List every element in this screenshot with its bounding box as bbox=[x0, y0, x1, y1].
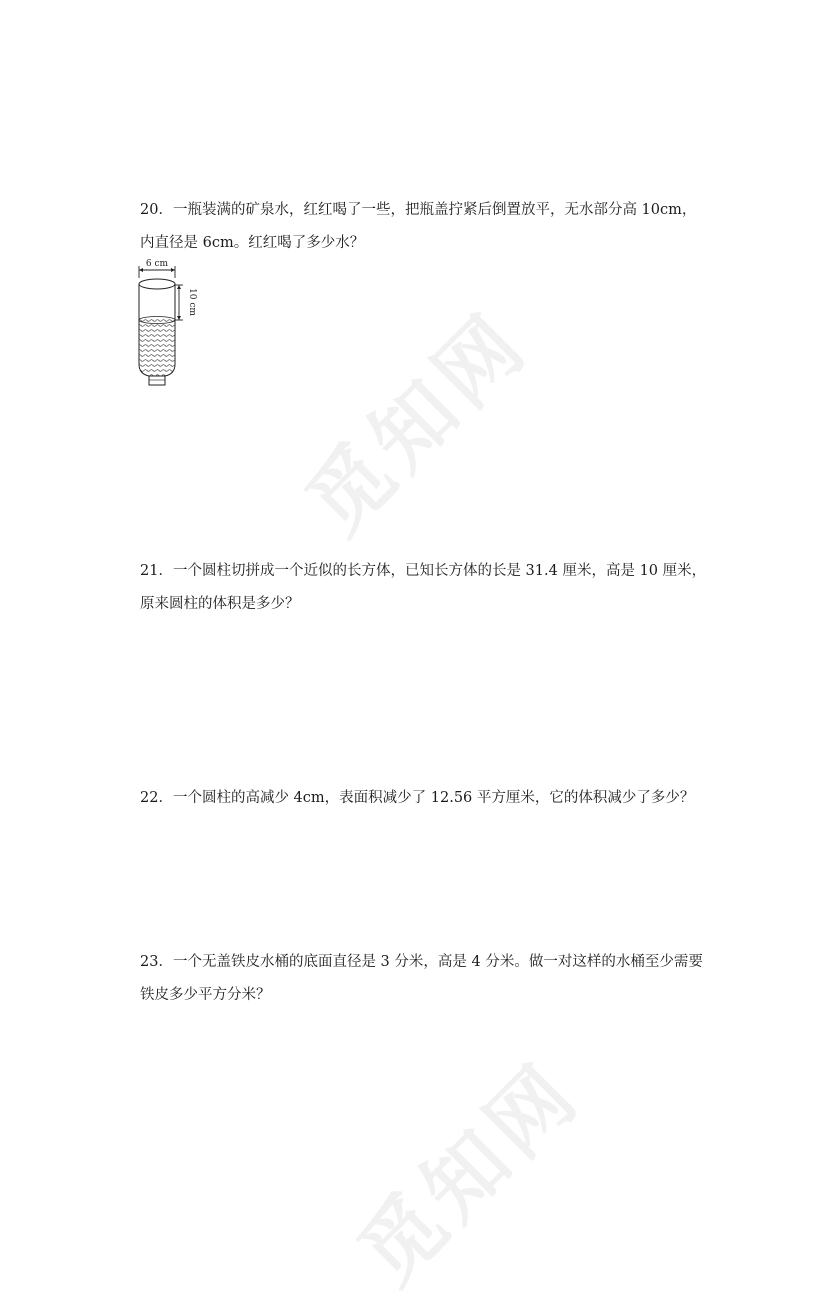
question-text: 一个无盖铁皮水桶的底面直径是 3 分米，高是 4 分米。做一对这样的水桶至少需要 bbox=[172, 954, 703, 970]
water-area bbox=[139, 320, 175, 376]
question-line bbox=[140, 782, 700, 815]
width-label: 6 cm bbox=[145, 259, 169, 269]
question-line: 铁皮多少平方分米？ bbox=[140, 987, 271, 1003]
watermark: 觅知网 bbox=[288, 294, 548, 553]
question-number: 20． bbox=[140, 202, 173, 218]
question-line bbox=[140, 194, 700, 227]
bottle-cap bbox=[149, 376, 165, 385]
question-line bbox=[140, 946, 703, 979]
question-21 bbox=[140, 555, 707, 621]
question-20 bbox=[140, 194, 700, 260]
question-22 bbox=[140, 782, 700, 815]
question-line bbox=[140, 555, 707, 588]
question-number: 21． bbox=[140, 563, 173, 579]
question-23 bbox=[140, 946, 703, 1012]
watermark: 觅知网 bbox=[340, 1044, 600, 1303]
question-text: 一个圆柱的高减少 4cm，表面积减少了 12.56 平方厘米，它的体积减少了多少？ bbox=[172, 790, 695, 806]
question-line: 原来圆柱的体积是多少？ bbox=[140, 596, 300, 612]
height-label: 10 cm bbox=[187, 288, 197, 316]
bottle-figure bbox=[132, 258, 212, 388]
question-number: 22． bbox=[140, 790, 173, 806]
question-number: 23． bbox=[140, 954, 173, 970]
question-text: 一个圆柱切拼成一个近似的长方体，已知长方体的长是 31.4 厘米，高是 10 厘米， bbox=[172, 563, 707, 579]
question-text: 一瓶装满的矿泉水，红红喝了一些，把瓶盖拧紧后倒置放平，无水部分高 10cm， bbox=[172, 202, 697, 218]
question-line: 内直径是 6cm。红红喝了多少水？ bbox=[140, 235, 365, 251]
